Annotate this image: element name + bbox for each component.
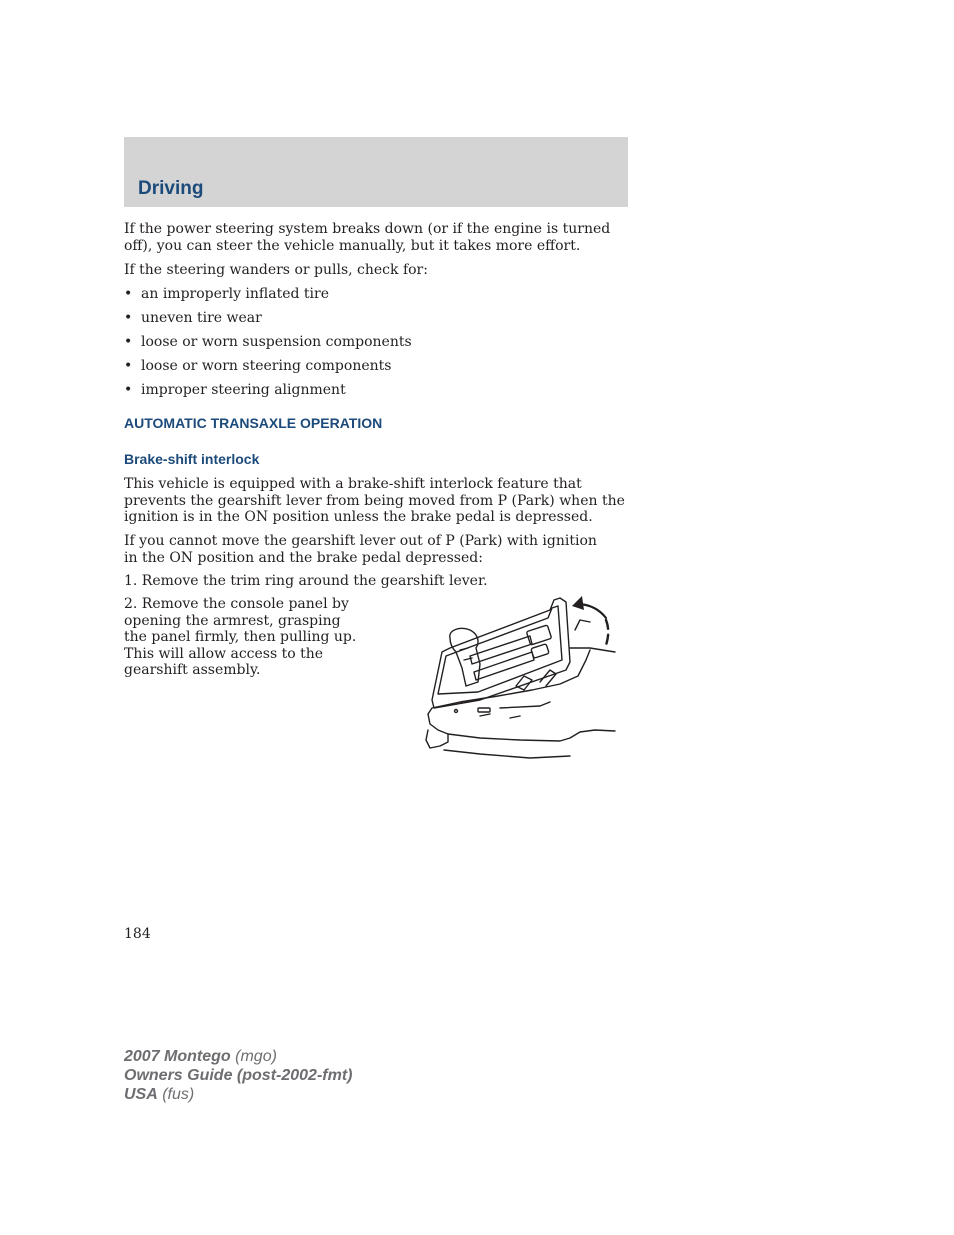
list-item-text: improper steering alignment	[141, 382, 346, 398]
footer-line-3	[124, 1085, 352, 1104]
footer-line-2	[124, 1066, 352, 1085]
bullet-icon: •	[124, 382, 133, 398]
bullet-icon: •	[124, 334, 133, 350]
footer-guide-format: Owners Guide (post-2002-fmt)	[124, 1067, 353, 1084]
steering-check-list	[124, 286, 412, 406]
bullet-icon: •	[124, 286, 133, 302]
section-heading: AUTOMATIC TRANSAXLE OPERATION	[124, 415, 383, 431]
step-1-text: 1. Remove the trim ring around the gearshift lever.	[124, 573, 488, 589]
footer-line-1	[124, 1047, 352, 1066]
document-footer	[124, 1047, 352, 1104]
footer-market-code: (fus)	[157, 1086, 195, 1103]
paragraph-cannot-move: If you cannot move the gearshift lever out of P (Park) with ignition in the ON position and the brake pedal depressed:	[124, 533, 597, 566]
paragraph-power-steering: If the power steering system breaks down (or if the engine is turned off), you can steer the vehicle manually, but it takes more effort.	[124, 221, 611, 254]
list-item-text: an improperly inflated tire	[141, 286, 330, 302]
list-item	[124, 286, 412, 310]
bullet-icon: •	[124, 358, 133, 374]
paragraph-interlock-description: This vehicle is equipped with a brake-shift interlock feature that prevents the gearshift lever from being moved from P (Park) when the ignition is in the ON position unless the brake pedal is depressed.	[124, 476, 625, 525]
list-item-text: loose or worn steering components	[141, 358, 392, 374]
footer-model: 2007 Montego	[124, 1048, 231, 1065]
bullet-icon: •	[124, 310, 133, 326]
paragraph-steering-check: If the steering wanders or pulls, check for:	[124, 262, 428, 278]
list-item	[124, 334, 412, 358]
section-header-band	[124, 137, 628, 207]
list-item-text: loose or worn suspension components	[141, 334, 412, 350]
subsection-heading: Brake-shift interlock	[124, 451, 260, 467]
console-panel-illustration	[420, 590, 620, 765]
list-item-text: uneven tire wear	[141, 310, 262, 326]
section-title: Driving	[138, 178, 204, 199]
footer-market: USA	[124, 1086, 158, 1103]
page-number: 184	[124, 926, 151, 942]
step-2-text: 2. Remove the console panel by opening the armrest, grasping the panel firmly, then pulling up. This will allow access to the gearshift assembly.	[124, 596, 357, 678]
footer-model-code: (mgo)	[230, 1048, 277, 1065]
list-item	[124, 358, 412, 382]
list-item	[124, 310, 412, 334]
list-item	[124, 382, 412, 406]
